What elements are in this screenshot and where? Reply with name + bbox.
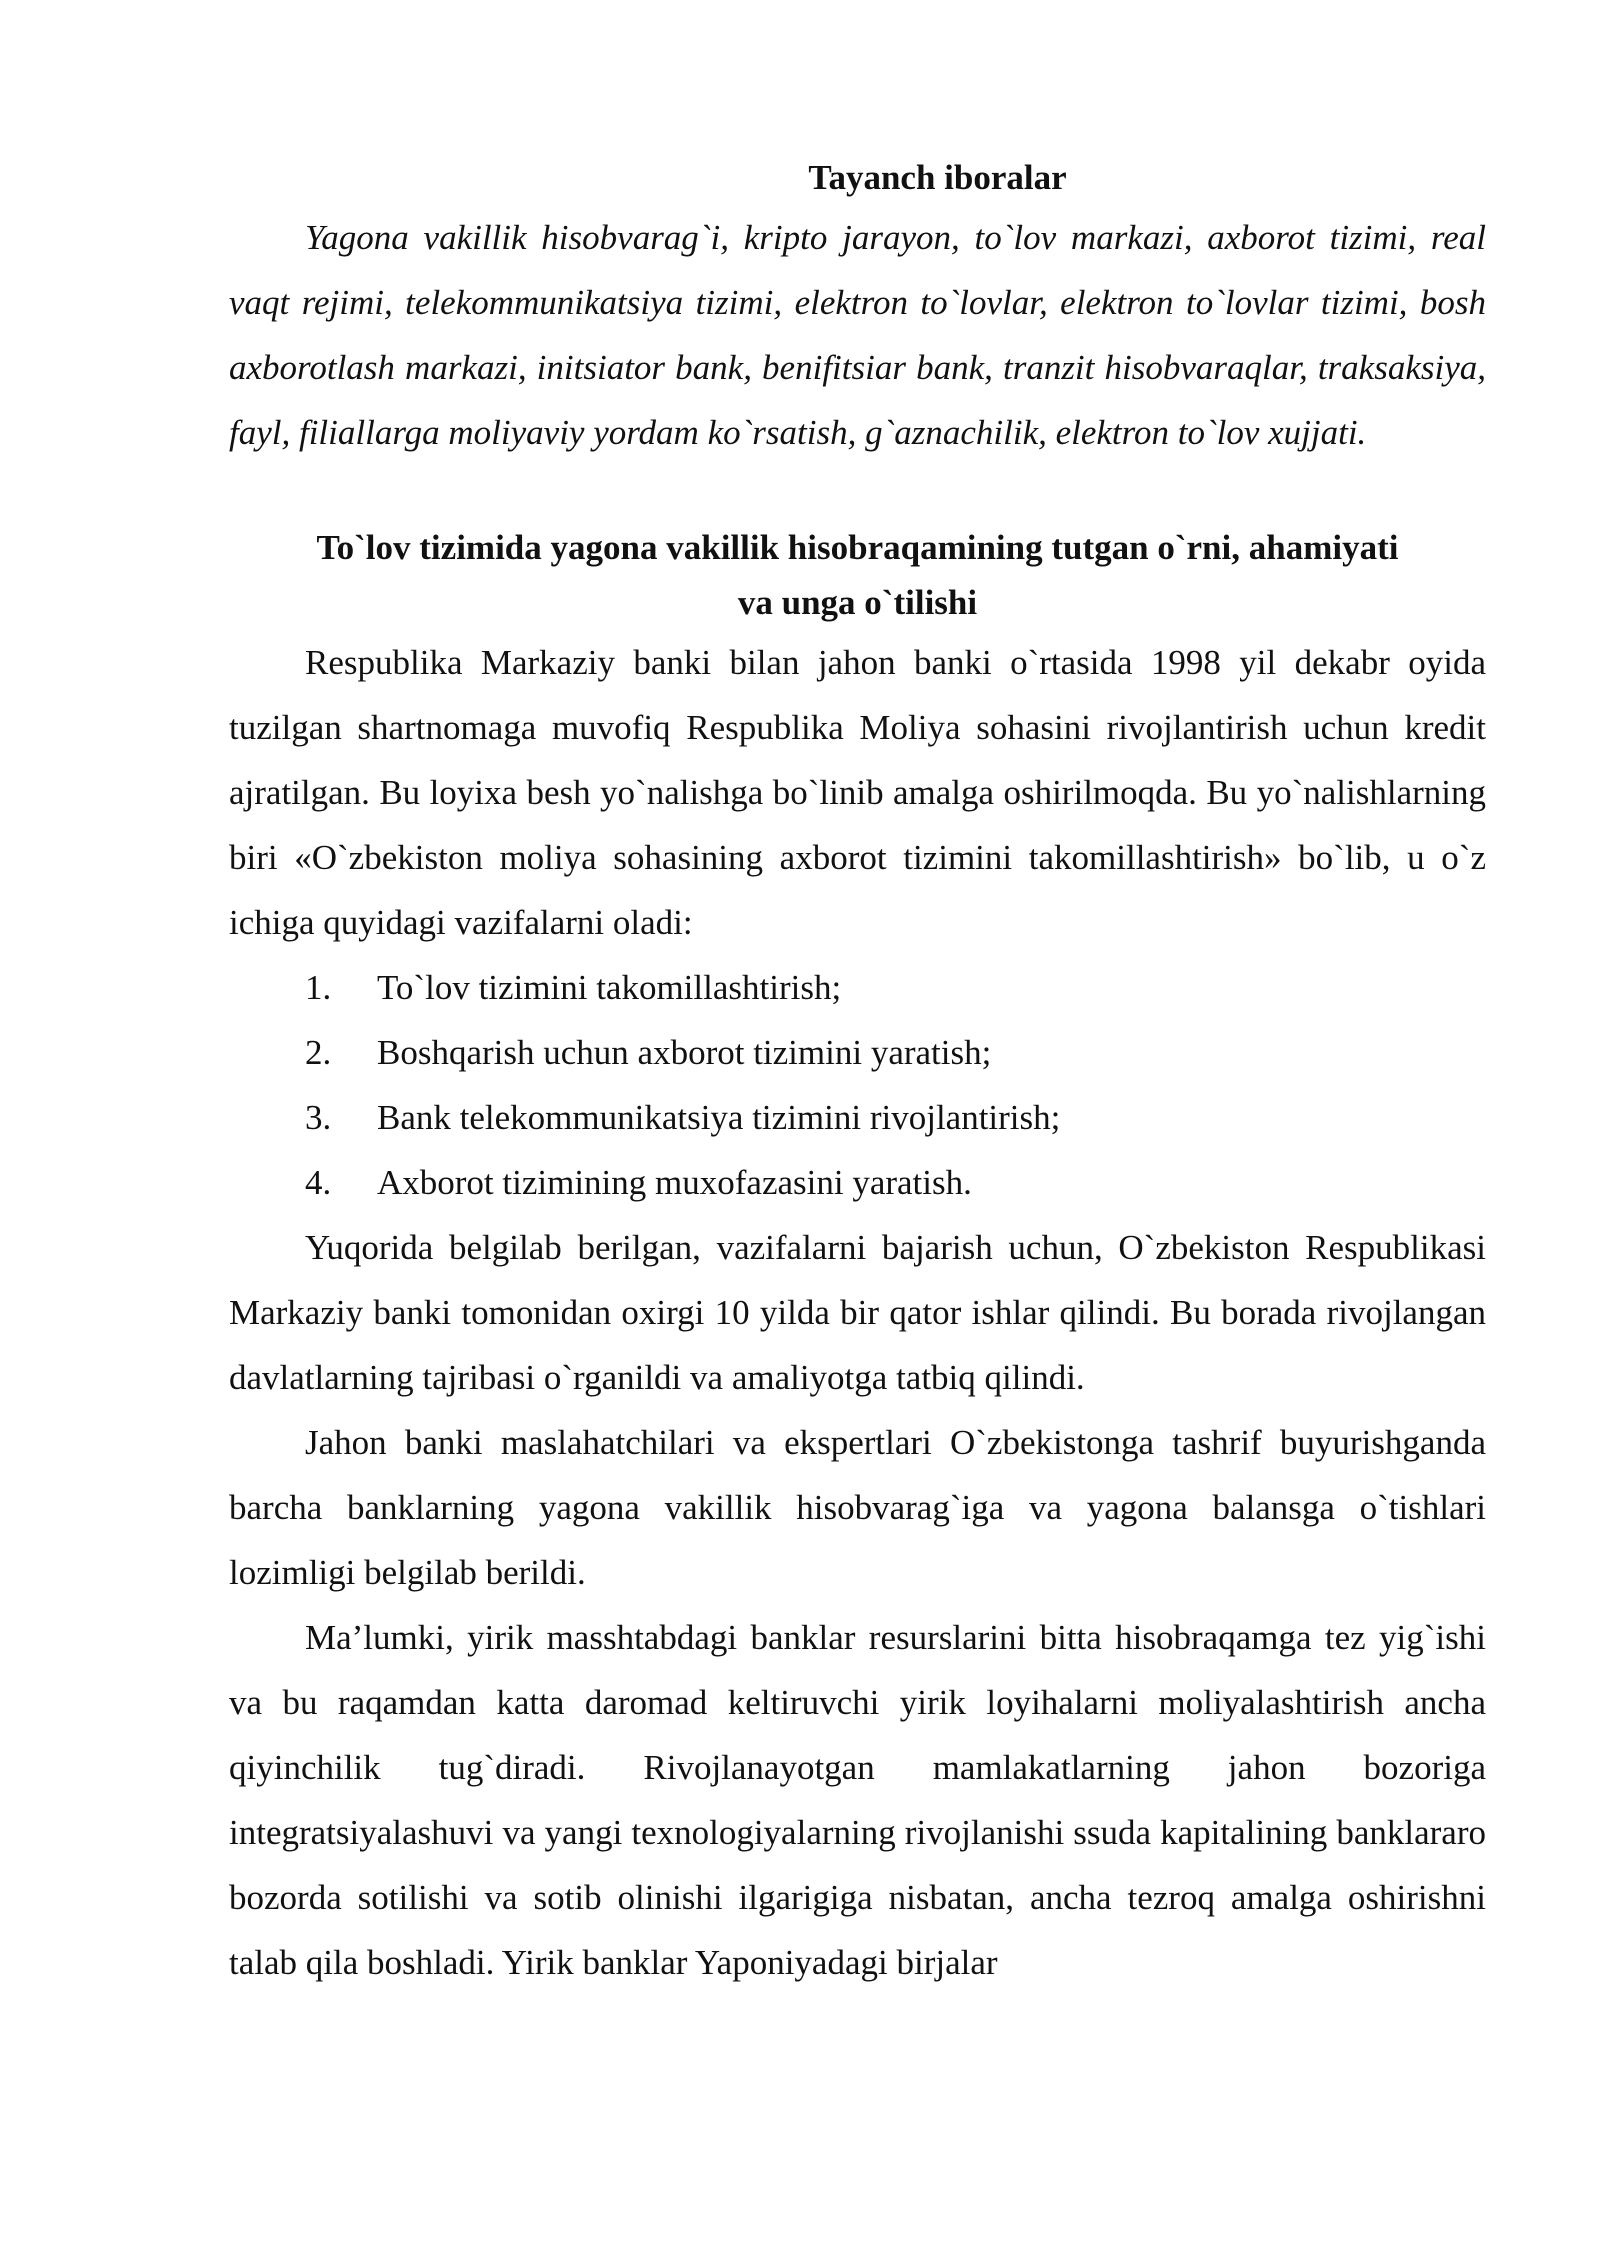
- paragraph-2: Yuqorida belgilab berilgan, vazifalarni bajarish uchun, O`zbekiston Respublikasi Markaziy banki tomonidan oxirgi 10 yilda bir qator ishlar qilindi. Bu borada rivojlangan davlatlarning tajribasi o`rganildi va amaliyotga tatbiq qilindi.: [229, 1228, 1486, 1397]
- section-title-line1: To`lov tizimida yagona vakillik hisobraqamining tutgan o`rni, ahamiyati: [316, 528, 1399, 567]
- list-item-number: 4.: [305, 1163, 332, 1202]
- list-item-text: Bank telekommunikatsiya tizimini rivojlantirish;: [377, 1098, 1061, 1137]
- paragraph-1: Respublika Markaziy banki bilan jahon banki o`rtasida 1998 yil dekabr oyida tuzilgan shartnomaga muvofiq Respublika Moliya sohasini rivojlantirish uchun kredit ajratilgan. Bu loyixa besh yo`nalishga bo`linib amalga oshirilmoqda. Bu yo`nalishlarning biri «O`zbekiston moliya sohasining axborot tizimini takomillashtirish» bo`lib, u o`z ichiga quyidagi vazifalarni oladi:: [229, 643, 1486, 942]
- list-item: [229, 1150, 1486, 1215]
- list-item: [229, 955, 1486, 1020]
- keywords-text: Yagona vakillik hisobvarag`i, kripto jarayon, to`lov markazi, axborot tizimi, real vaqt rejimi, telekommunikatsiya tizimi, elektron to`lovlar, elektron to`lovlar tizimi, bosh axborotlash markazi, initsiator bank, benifitsiar bank, tranzit hisobvaraqlar, traksaksiya, fayl, filiallarga moliyaviy yordam ko`rsatish, g`aznachilik, elektron to`lov xujjati.: [229, 218, 1486, 452]
- paragraph-4: Ma’lumki, yirik masshtabdagi banklar resurslarini bitta hisobraqamga tez yig`ishi va bu raqamdan katta daromad keltiruvchi yirik loyihalarni moliyalashtirish ancha qiyinchilik tug`diradi. Rivojlanayotgan mamlakatlarning jahon bozoriga integratsiyalashuvi va yangi texnologiyalarning rivojlanishi ssuda kapitalining banklararo bozorda sotilishi va sotib olinishi ilgarigiga nisbatan, ancha tezroq amalga oshirishni talab qila boshladi. Yirik banklar Yaponiyadagi birjalar: [229, 1618, 1486, 1982]
- list-item: [229, 1085, 1486, 1150]
- list-item-text: Axborot tizimining muxofazasini yaratish.: [377, 1163, 972, 1202]
- list-item-text: To`lov tizimini takomillashtirish;: [377, 968, 842, 1007]
- paragraph-3: Jahon banki maslahatchilari va ekspertlari O`zbekistonga tashrif buyurishganda barcha banklarning yagona vakillik hisobvarag`iga va yagona balansga o`tishlari lozimligi belgilab berildi.: [229, 1423, 1486, 1592]
- section-title-line2: va unga o`tilishi: [737, 583, 978, 622]
- list-item-number: 1.: [305, 968, 332, 1007]
- list-item-number: 2.: [305, 1033, 332, 1072]
- keywords-title: Tayanch iboralar: [808, 158, 1067, 197]
- list-item-text: Boshqarish uchun axborot tizimini yaratish;: [377, 1033, 992, 1072]
- section-gap: [229, 465, 1486, 520]
- list-item: [229, 1020, 1486, 1085]
- task-list: [229, 955, 1486, 1215]
- list-item-number: 3.: [305, 1098, 332, 1137]
- document-page: [229, 150, 1486, 1995]
- section-title: [229, 520, 1486, 630]
